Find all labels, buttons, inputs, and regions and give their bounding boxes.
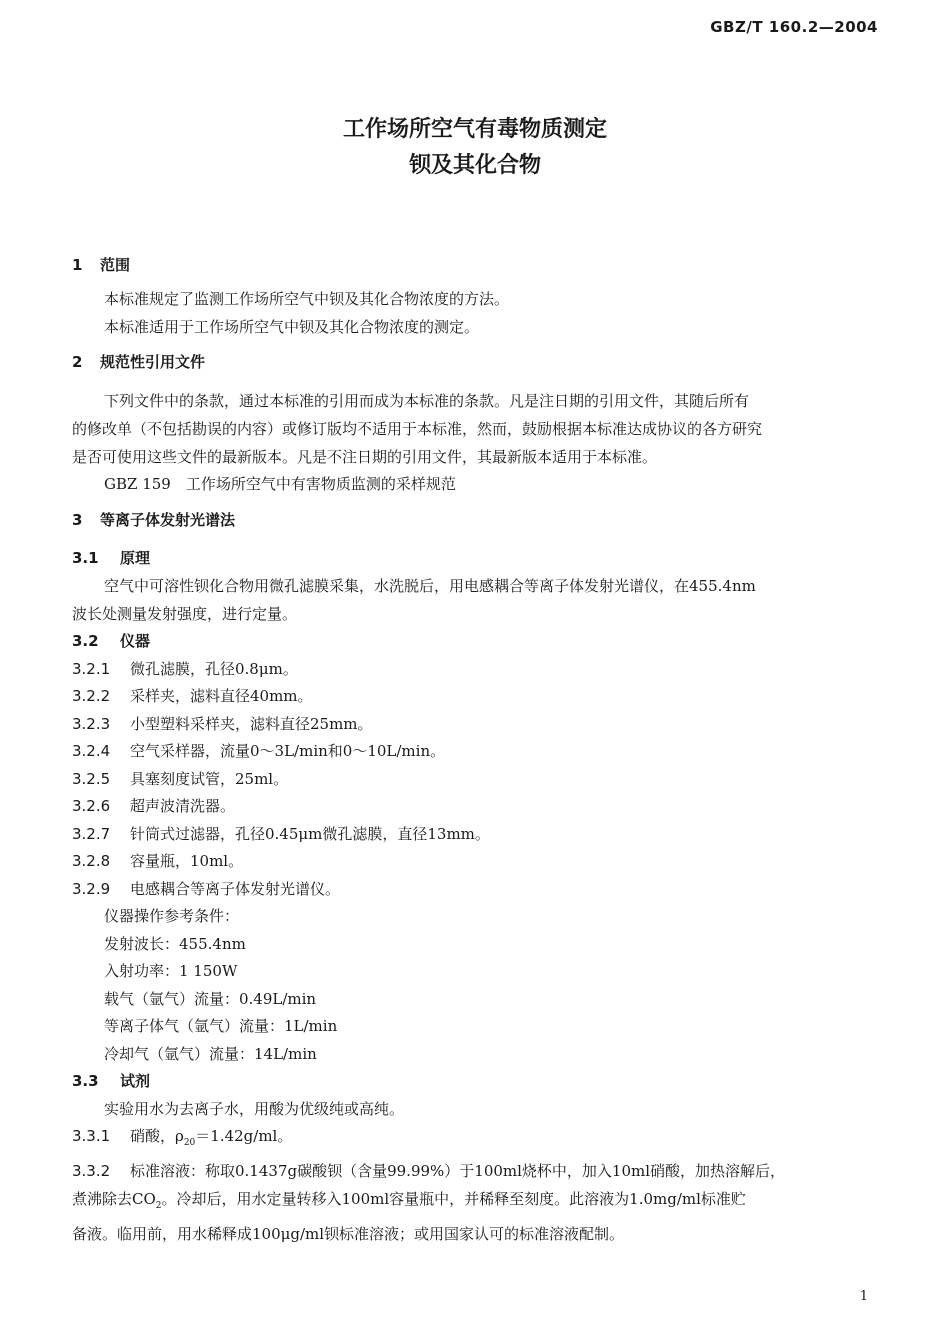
item-text: 具塞刻度试管，25ml。 [130,769,289,788]
subsection-title: 仪器 [120,632,151,650]
item-text: 采样夹，滤料直径40mm。 [130,687,313,705]
subsection-3-2-heading [72,628,880,656]
subsection-number: 3.2 [72,632,99,650]
principle-line: 波长处测量发射强度，进行定量。 [72,605,298,623]
section-title: 范围 [100,256,131,274]
item-text: 标准溶液：称取0.1437g碳酸钡（含量99.99%）于100ml烧杯中，加入10ml硝酸，加热溶解后， [130,1161,786,1180]
reagent-intro: 实验用水为去离子水，用酸为优级纯或高纯。 [104,1099,405,1118]
item-text: 针筒式过滤器，孔径0.45μm微孔滤膜，直径13mm。 [130,824,490,843]
section-number: 3 [72,510,83,529]
item-number: 3.2.6 [72,797,111,815]
item-text: 超声波清洗器。 [130,797,236,815]
reference-paragraph-line: 下列文件中的条款，通过本标准的引用而成为本标准的条款。凡是注日期的引用文件，其随后所有 [104,392,750,410]
scope-paragraph: 本标准规定了监测工作场所空气中钡及其化合物浓度的方法。 [104,290,510,308]
document-body [72,252,880,1248]
principle-line: 空气中可溶性钡化合物用微孔滤膜采集，水洗脱后，用电感耦合等离子体发射光谱仪，在455.4nm [104,577,756,595]
section-number: 2 [72,353,83,371]
density-subscript: 20 [183,1138,196,1148]
operating-condition: 冷却气（氩气）流量：14L/min [104,1044,317,1063]
document-subtitle: 钡及其化合物 [408,153,541,178]
section-2-heading [72,349,880,375]
operating-condition: 等离子体气（氩气）流量：1L/min [104,1017,338,1035]
item-number: 3.3.2 [72,1161,111,1180]
section-3-heading [72,507,880,533]
item-text: ＝1.42g/ml。 [195,1127,293,1145]
standard-code: GBZ/T 160.2—2004 [710,18,878,36]
item-number: 3.2.9 [72,879,111,898]
operating-condition: 仪器操作参考条件： [104,907,240,925]
subsection-title: 原理 [120,548,151,567]
item-text: 煮沸除去CO [72,1190,156,1208]
item-number: 3.2.3 [72,714,111,733]
subsection-title: 试剂 [120,1072,151,1090]
item-text: 微孔滤膜，孔径0.8μm。 [130,659,298,678]
subsection-3-1-heading [72,545,880,573]
item-number: 3.2.8 [72,852,111,870]
section-title: 规范性引用文件 [100,353,206,371]
item-number: 3.2.7 [72,824,111,843]
item-text: 。冷却后，用水定量转移入100ml容量瓶中，并稀释至刻度。此溶液为1.0mg/ml标准贮 [161,1190,746,1208]
instrument-item [72,848,880,876]
instrument-item [72,793,880,821]
subsection-number: 3.1 [72,548,99,567]
reagent-item [72,1158,880,1186]
item-number: 3.2.4 [72,742,111,760]
instrument-item [72,821,880,849]
item-number: 3.3.1 [72,1127,111,1145]
item-text: 小型塑料采样夹，滤料直径25mm。 [130,714,373,733]
operating-condition: 载气（氩气）流量：0.49L/min [104,989,317,1008]
instrument-item [72,738,880,766]
reference-paragraph-line: 的修改单（不包括勘误的内容）或修订版均不适用于本标准，然而，鼓励根据本标准达成协议的各方研究 [72,420,763,438]
instrument-item [72,683,880,711]
subsection-3-3-heading [72,1068,880,1096]
item-number: 3.2.2 [72,687,111,705]
instrument-item [72,766,880,794]
section-title: 等离子体发射光谱法 [100,510,236,529]
scope-paragraph: 本标准适用于工作场所空气中钡及其化合物浓度的测定。 [104,317,480,336]
reagent-item-continuation: 备液。临用前，用水稀释成100μg/ml钡标准溶液；或用国家认可的标准溶液配制。 [72,1225,625,1243]
instrument-item [72,656,880,684]
operating-condition: 发射波长：455.4nm [104,934,246,953]
section-1-heading [72,252,880,278]
section-number: 1 [72,256,83,274]
referenced-standard: GBZ 159 工作场所空气中有害物质监测的采样规范 [104,475,456,493]
page-number: 1 [859,1289,868,1304]
reagent-item-continuation [72,1185,880,1220]
formula-subscript: 2 [155,1201,162,1211]
item-text: 容量瓶，10ml。 [130,852,244,870]
reagent-item [72,1123,880,1158]
item-text: 硝酸，ρ [130,1127,184,1145]
instrument-item [72,711,880,739]
item-text: 空气采样器，流量0～3L/min和0～10L/min。 [130,742,446,760]
item-text: 电感耦合等离子体发射光谱仪。 [130,879,341,898]
item-number: 3.2.1 [72,659,111,678]
reference-paragraph-line: 是否可使用这些文件的最新版本。凡是不注日期的引用文件，其最新版本适用于本标准。 [72,448,658,466]
subsection-number: 3.3 [72,1072,99,1090]
operating-condition: 入射功率：1 150W [104,962,238,980]
instrument-item [72,876,880,904]
document-title: 工作场所空气有毒物质测定 [342,117,607,142]
item-number: 3.2.5 [72,769,111,788]
